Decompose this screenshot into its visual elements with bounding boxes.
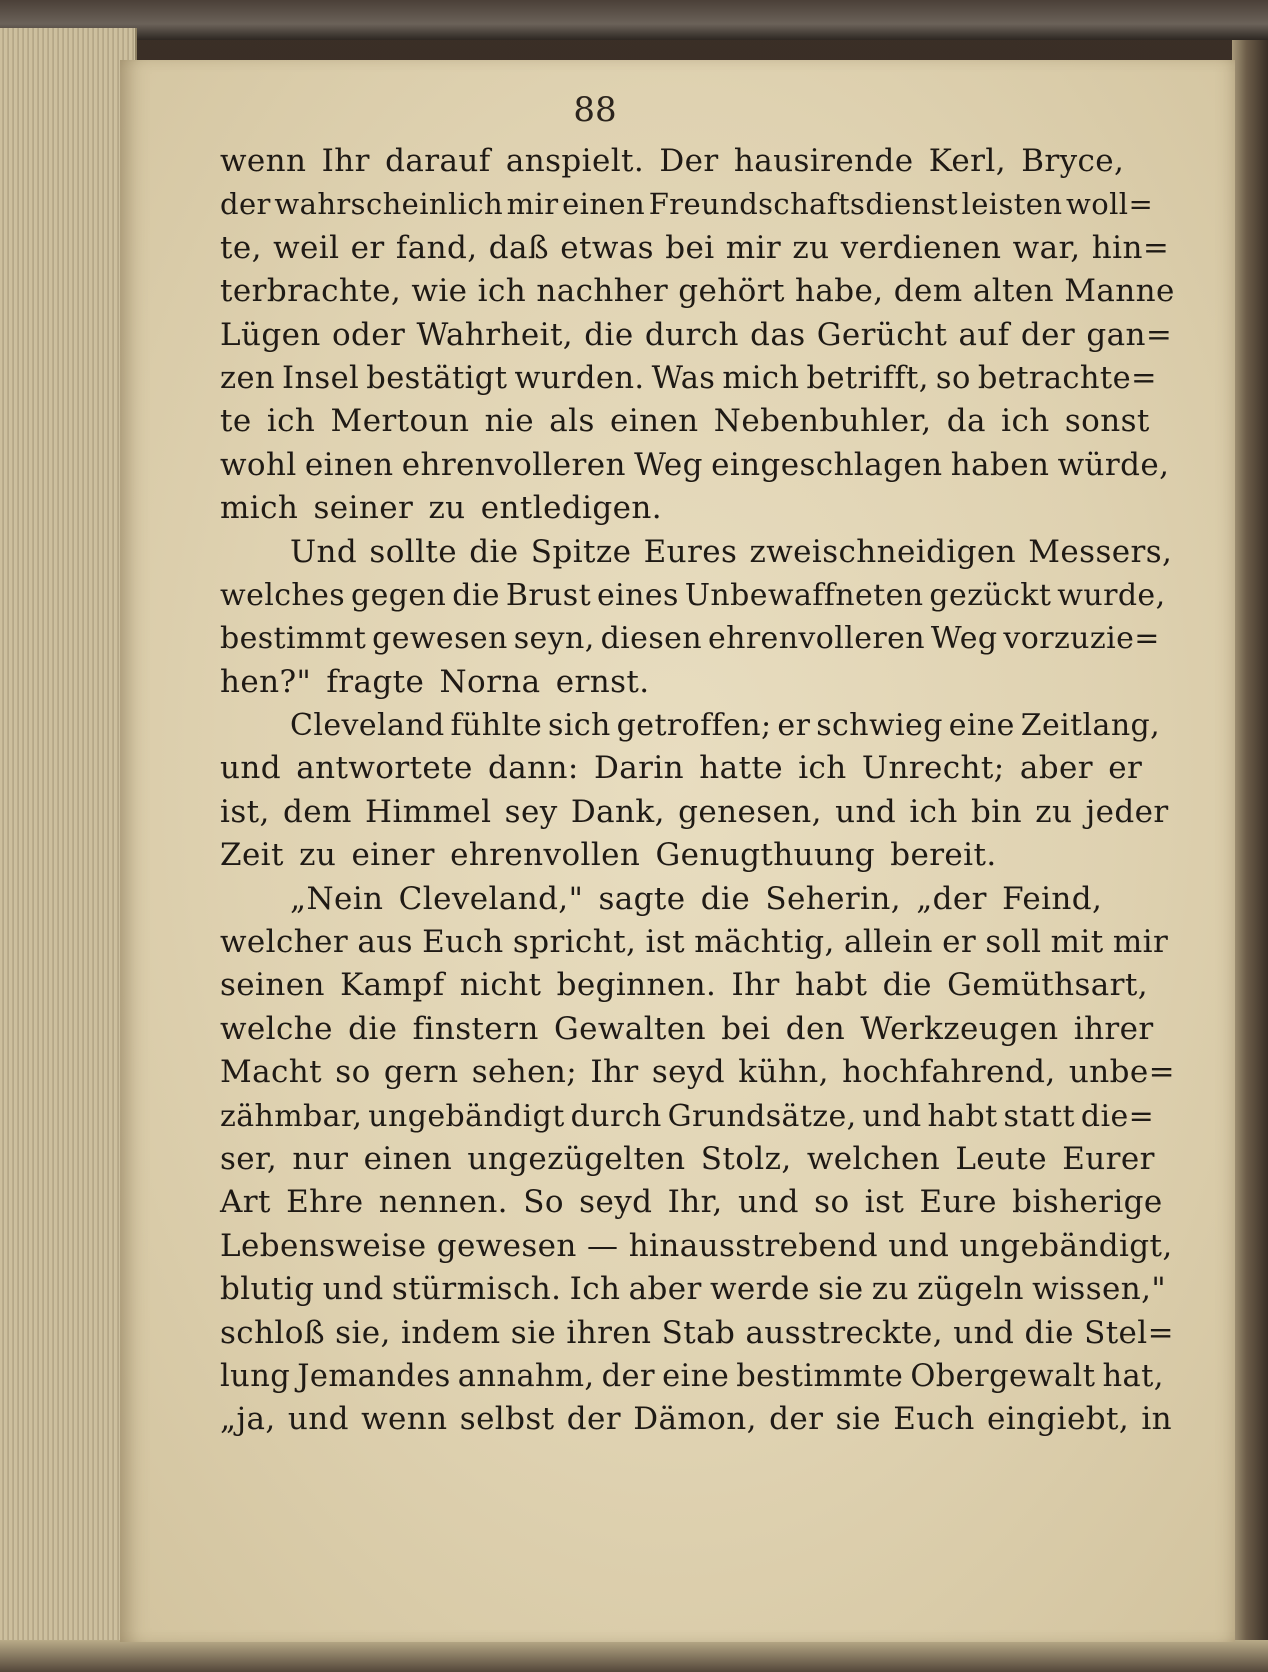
text-line: lung Jemandes annahm, der eine bestimmte Obergewalt hat, xyxy=(220,1358,1164,1394)
page-stack-edges xyxy=(0,28,137,1643)
text-line: Zeit zu einer ehrenvollen Genugthuung bereit. xyxy=(220,837,997,874)
text-line: Art Ehre nennen. So seyd Ihr, und so ist Eure bisherige xyxy=(220,1184,1163,1221)
book-binding-right xyxy=(1232,40,1268,1672)
text-line: welches gegen die Brust eines Unbewaffneten gezückt wurde, xyxy=(220,577,1166,613)
text-line: und antwortete dann: Darin hatte ich Unrecht; aber er xyxy=(220,750,1143,787)
text-line: hen?" fragte Norna ernst. xyxy=(220,663,650,700)
text-line: mich seiner zu entledigen. xyxy=(220,490,662,527)
text-line: der wahrscheinlich mir einen Freundschaftsdienst leisten woll= xyxy=(220,187,1154,222)
text-line: schloß sie, indem sie ihren Stab ausstreckte, und die Stel= xyxy=(220,1314,1174,1351)
text-line: Macht so gern sehen; Ihr seyd kühn, hochfahrend, unbe= xyxy=(220,1054,1175,1091)
book-cover-bottom-edge xyxy=(0,1640,1268,1672)
text-line: ser, nur einen ungezügelten Stolz, welchen Leute Eurer xyxy=(220,1140,1155,1177)
book-cover-top-edge xyxy=(0,0,1268,40)
text-line: Lebensweise gewesen — hinausstrebend und ungebändigt, xyxy=(220,1227,1173,1264)
text-line: Und sollte die Spitze Eures zweischneidigen Messers, xyxy=(290,533,1173,570)
text-line: blutig und stürmisch. Ich aber werde sie zu zügeln wissen," xyxy=(220,1271,1167,1308)
book-page xyxy=(120,60,1235,1642)
text-line: Lügen oder Wahrheit, die durch das Gerücht auf der gan= xyxy=(220,316,1173,353)
text-line: wenn Ihr darauf anspielt. Der hausirende Kerl, Bryce, xyxy=(220,143,1125,179)
text-line: welche die finstern Gewalten bei den Werkzeugen ihrer xyxy=(220,1010,1154,1047)
text-line: wohl einen ehrenvolleren Weg eingeschlagen haben würde, xyxy=(220,446,1170,483)
page-body-text xyxy=(220,140,1175,1442)
text-line: zähmbar, ungebändigt durch Grundsätze, und habt statt die= xyxy=(220,1098,1155,1134)
text-line: Cleveland fühlte sich getroffen; er schwieg eine Zeitlang, xyxy=(290,708,1161,744)
text-line: welcher aus Euch spricht, ist mächtig, allein er soll mit mir xyxy=(220,924,1169,961)
text-line: terbrachte, wie ich nachher gehört habe, dem alten Manne xyxy=(220,273,1175,310)
text-line: zen Insel bestätigt wurden. Was mich betrifft, so betrachte= xyxy=(220,360,1157,396)
text-line: te ich Mertoun nie als einen Nebenbuhler, da ich sonst xyxy=(220,403,1150,440)
text-line: „ja, und wenn selbst der Dämon, der sie Euch eingiebt, in xyxy=(220,1401,1173,1438)
text-line: bestimmt gewesen seyn, diesen ehrenvolleren Weg vorzuzie= xyxy=(220,621,1160,657)
text-line: ist, dem Himmel sey Dank, genesen, und ich bin zu jeder xyxy=(220,793,1169,830)
page-number: 88 xyxy=(573,90,617,130)
text-line: „Nein Cleveland," sagte die Seherin, „der Feind, xyxy=(290,880,1103,917)
text-line: te, weil er fand, daß etwas bei mir zu verdienen war, hin= xyxy=(220,229,1170,266)
text-line: seinen Kampf nicht beginnen. Ihr habt die Gemüthsart, xyxy=(220,967,1148,1004)
